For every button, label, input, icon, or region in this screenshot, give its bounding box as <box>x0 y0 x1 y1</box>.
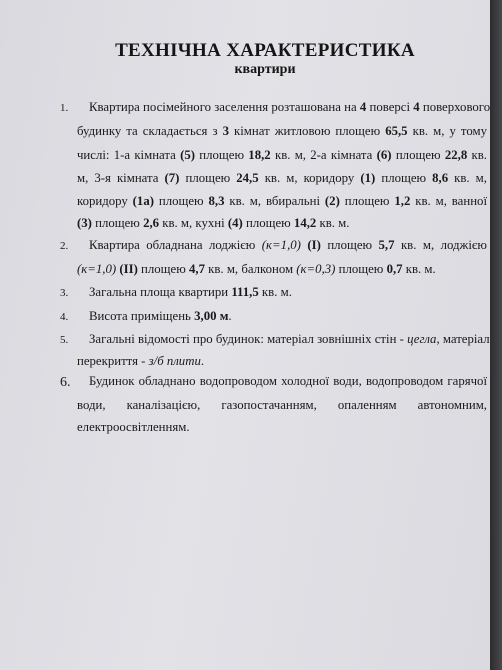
item-number: 3. <box>60 287 69 299</box>
item-text-line: коридору (1а) площею 8,3 кв. м, вбиральні (2) площею 1,2 кв. м, ванної <box>77 194 488 208</box>
item-text-line: Загальна площа квартири 111,5 кв. м. <box>89 285 292 299</box>
item-text-line: будинку та складається з 3 кімнат житловою площею 65,5 кв. м, у тому <box>77 124 487 138</box>
item-number: 1. <box>60 102 69 114</box>
item-text-line: перекриття - з/б плити. <box>77 354 205 368</box>
item-number: 4. <box>60 311 69 323</box>
item-number: 6. <box>60 375 71 390</box>
document-subtitle: квартири <box>234 62 296 77</box>
item-text-line: Будинок обладнано водопроводом холодної води, водопроводом гарячої <box>89 374 487 388</box>
item-text-line: Загальні відомості про будинок: матеріал зовнішніх стін - цегла, матеріал <box>89 332 490 346</box>
item-text-line: Квартира посімейного заселення розташована на 4 поверсі 4 поверхового <box>89 100 491 114</box>
document-title: ТЕХНІЧНА ХАРАКТЕРИСТИКА <box>115 40 415 61</box>
item-number: 5. <box>60 334 69 346</box>
item-text-line: м, 3-я кімната (7) площею 24,5 кв. м, коридору (1) площею 8,6 кв. м, <box>77 171 487 185</box>
item-text-line: (к=1,0) (II) площею 4,7 кв. м, балконом (к=0,3) площею 0,7 кв. м. <box>77 262 436 276</box>
item-text-line: Висота приміщень 3,00 м. <box>89 309 232 323</box>
item-text-line: електроосвітленням. <box>77 420 190 434</box>
item-text-line: числі: 1-а кімната (5) площею 18,2 кв. м, 2-а кімната (6) площею 22,8 кв. <box>77 148 487 162</box>
page-edge <box>490 0 502 670</box>
item-number: 2. <box>60 240 69 252</box>
item-text-line: (3) площею 2,6 кв. м, кухні (4) площею 14,2 кв. м. <box>77 216 350 230</box>
item-text-line: води, каналізацією, газопостачанням, опаленням автономним, <box>77 398 487 412</box>
item-text-line: Квартира обладнана лоджією (к=1,0) (I) площею 5,7 кв. м, лоджією <box>89 238 487 252</box>
